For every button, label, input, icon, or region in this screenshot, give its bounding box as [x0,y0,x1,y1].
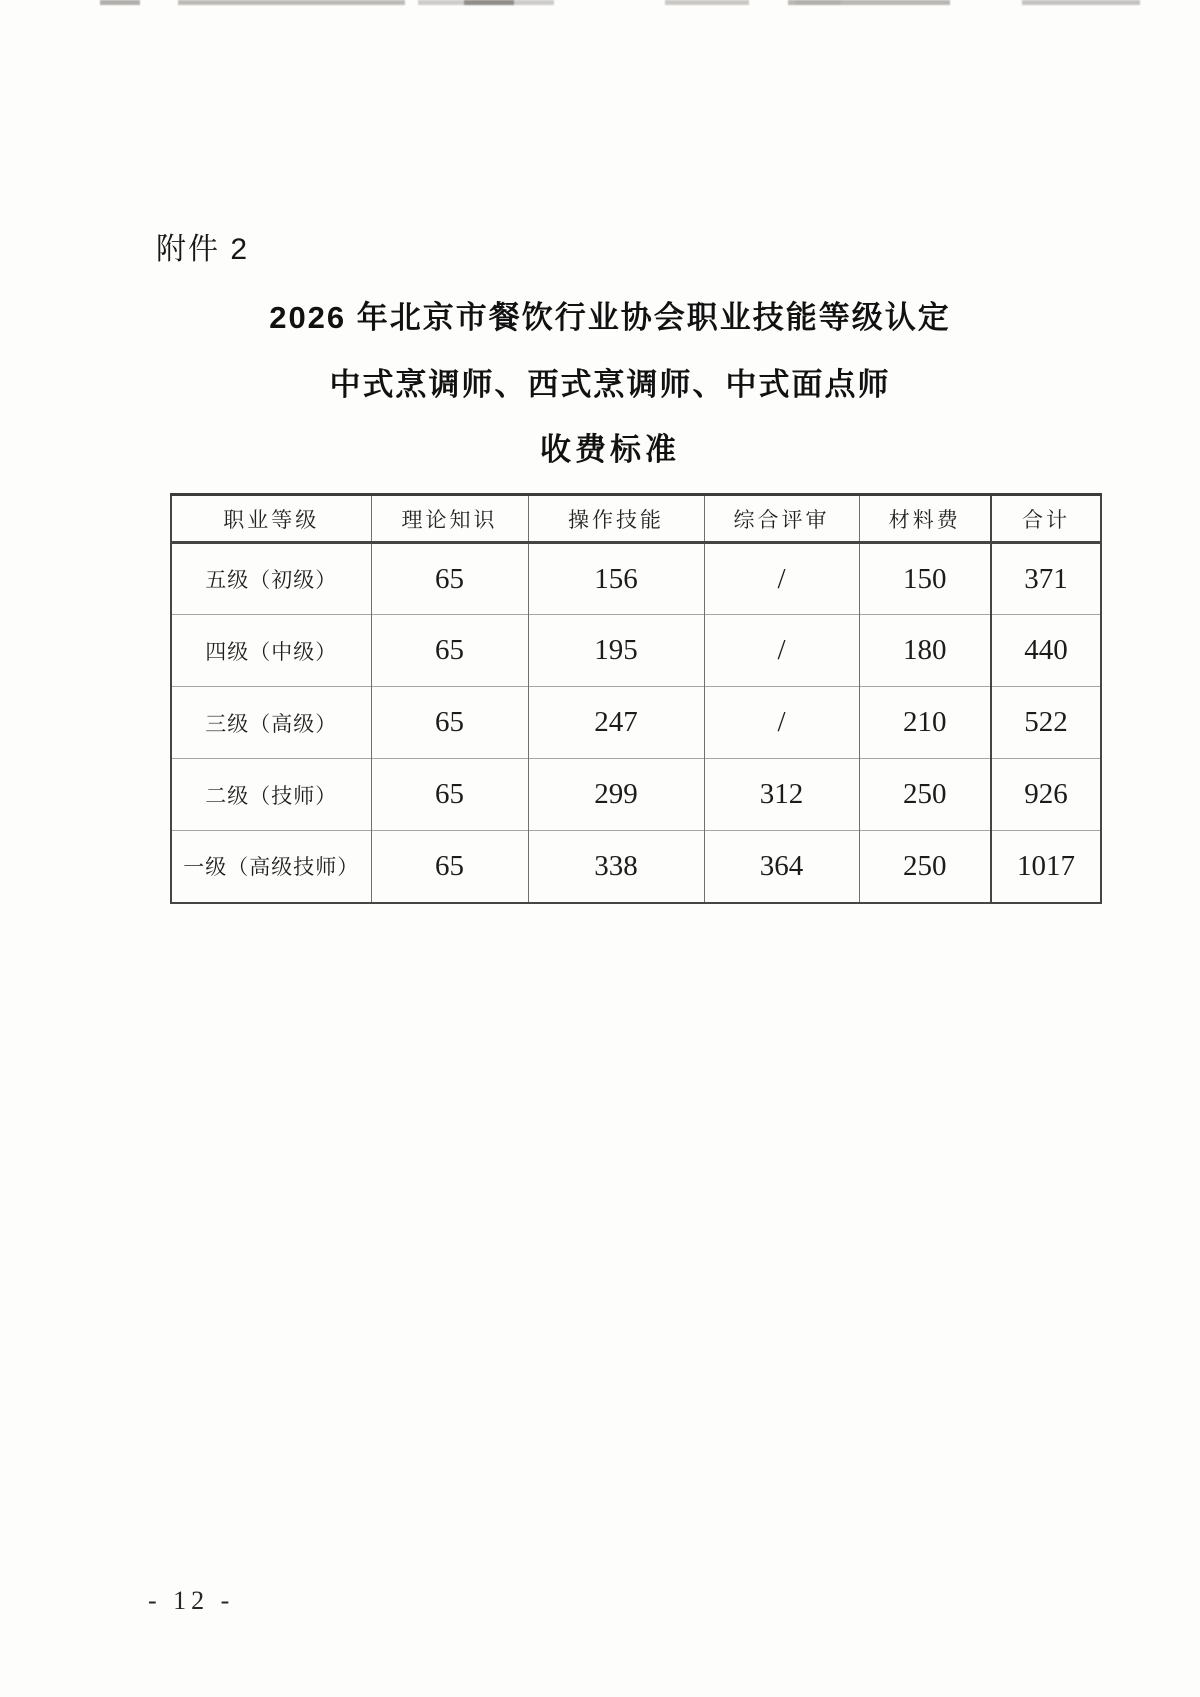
cell-material: 250 [859,831,991,903]
header-row [171,495,1101,543]
cell-material: 150 [859,543,991,615]
cell-review: / [704,543,859,615]
table-row [171,831,1101,903]
cell-total: 1017 [991,831,1101,903]
table-row [171,687,1101,759]
cell-level: 三级（高级） [171,687,371,759]
attachment-label: 附件 2 [156,233,250,266]
page-number: - 12 - [148,1586,235,1615]
table-row [171,615,1101,687]
column-header-total: 合计 [991,495,1101,543]
cell-theory: 65 [371,543,528,615]
document-title-line3: 收费标准 [540,432,680,467]
column-header-theory: 理论知识 [371,495,528,543]
cell-total: 371 [1024,562,1068,595]
cell-material: 180 [859,615,991,687]
column-header-material: 材料费 [859,495,991,543]
cell-review: / [704,615,859,687]
column-header-level: 职业等级 [171,495,371,543]
cell-level: 五级（初级） [171,543,371,615]
cell-theory: 65 [371,759,528,831]
cell-total: 440 [991,615,1101,687]
column-header-review: 综合评审 [704,495,859,543]
scan-artifact [100,0,140,5]
scan-artifact [178,0,405,5]
cell-material: 210 [859,687,991,759]
cell-level: 二级（技师） [171,759,371,831]
cell-total: 522 [991,687,1101,759]
fee-table-body [171,543,1101,903]
scan-artifact [795,0,841,5]
table-row [171,543,1101,615]
cell-review: / [704,687,859,759]
cell-review: 312 [704,759,859,831]
cell-level: 一级（高级技师） [171,831,371,903]
cell-level: 四级（中级） [171,615,371,687]
table-row [171,759,1101,831]
cell-skill: 156 [528,543,704,615]
cell-skill: 338 [528,831,704,903]
cell-skill: 299 [528,759,704,831]
column-header-skill: 操作技能 [528,495,704,543]
cell-theory: 65 [371,615,528,687]
cell-theory: 65 [371,831,528,903]
cell-skill: 247 [528,687,704,759]
scan-artifact [464,0,514,5]
cell-theory: 65 [371,687,528,759]
fee-table-header [171,495,1101,543]
cell-skill: 195 [528,615,704,687]
cell-total: 926 [991,759,1101,831]
fee-table [170,493,1102,904]
scan-artifact [1022,0,1140,5]
document-title-line1: 2026 年北京市餐饮行业协会职业技能等级认定 [269,300,951,335]
cell-review: 364 [704,831,859,903]
document-title-line2: 中式烹调师、西式烹调师、中式面点师 [329,367,891,402]
scan-artifact [665,0,749,5]
cell-material: 250 [859,759,991,831]
